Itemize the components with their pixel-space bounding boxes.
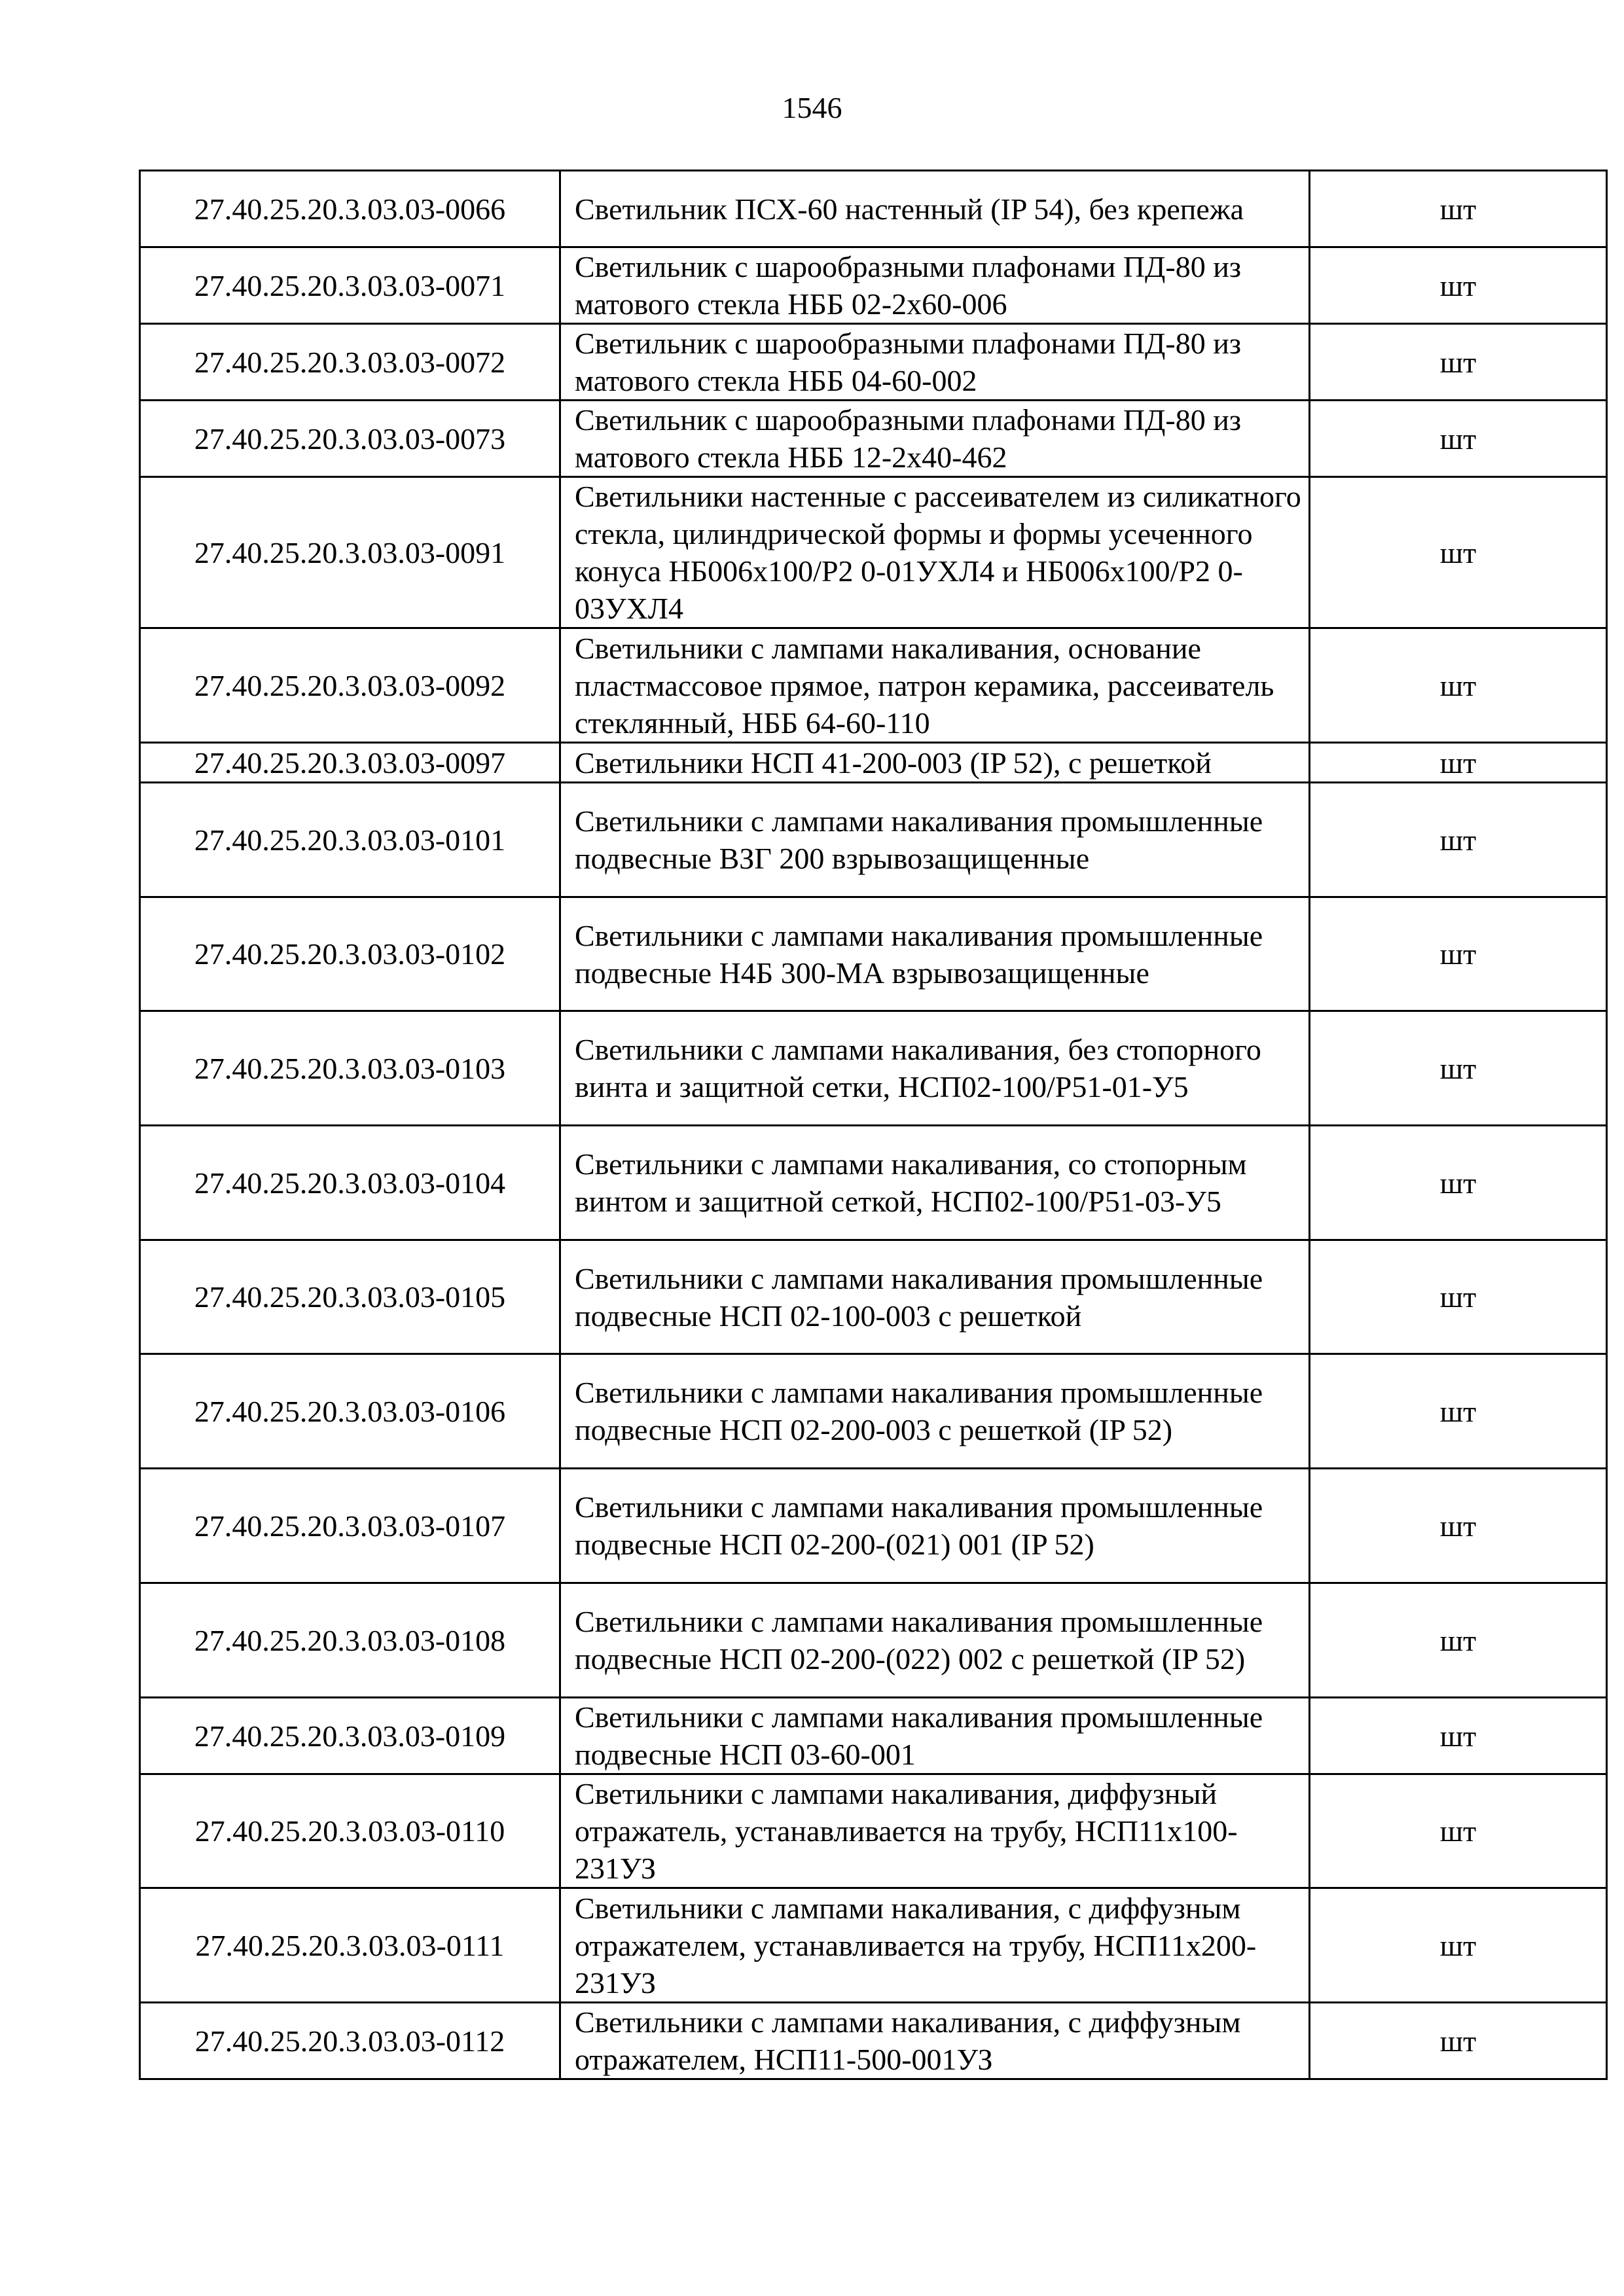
resource-table: [139, 170, 1608, 2080]
table-row: [140, 1011, 1607, 1126]
table-row: [140, 477, 1607, 628]
unit-cell: шт: [1310, 628, 1607, 743]
table-row: [140, 1354, 1607, 1469]
unit-cell: шт: [1310, 1354, 1607, 1469]
code-cell: 27.40.25.20.3.03.03-0107: [140, 1469, 560, 1583]
table-row: [140, 628, 1607, 743]
unit-cell: шт: [1310, 1240, 1607, 1354]
unit-cell: шт: [1310, 324, 1607, 401]
description-cell: Светильник с шарообразными плафонами ПД-80 из матового стекла НББ 02-2х60-006: [560, 247, 1310, 324]
code-cell: 27.40.25.20.3.03.03-0111: [140, 1888, 560, 2003]
description-cell: Светильники с лампами накаливания, диффузный отражатель, устанавливается на трубу, НСП11х100-231УЗ: [560, 1774, 1310, 1888]
table-row: [140, 401, 1607, 477]
description-cell: Светильники с лампами накаливания промышленные подвесные ВЗГ 200 взрывозащищенные: [560, 783, 1310, 897]
table-row: [140, 897, 1607, 1011]
code-cell: 27.40.25.20.3.03.03-0102: [140, 897, 560, 1011]
description-cell: Светильник с шарообразными плафонами ПД-80 из матового стекла НББ 04-60-002: [560, 324, 1310, 401]
description-cell: Светильник ПСХ-60 настенный (IP 54), без крепежа: [560, 171, 1310, 247]
description-cell: Светильники настенные с рассеивателем из силикатного стекла, цилиндрической формы и формы усеченного конуса НБ006х100/Р2 0-01УХЛ4 и НБ006х100/Р2 0-03УХЛ4: [560, 477, 1310, 628]
description-cell: Светильники НСП 41-200-003 (IP 52), с решеткой: [560, 743, 1310, 783]
description-cell: Светильники с лампами накаливания промышленные подвесные Н4Б 300-МА взрывозащищенные: [560, 897, 1310, 1011]
description-cell: Светильники с лампами накаливания, со стопорным винтом и защитной сеткой, НСП02-100/Р51-03-У5: [560, 1126, 1310, 1240]
unit-cell: шт: [1310, 743, 1607, 783]
code-cell: 27.40.25.20.3.03.03-0091: [140, 477, 560, 628]
table-row: [140, 324, 1607, 401]
unit-cell: шт: [1310, 2003, 1607, 2079]
table-body: [140, 171, 1607, 2079]
code-cell: 27.40.25.20.3.03.03-0072: [140, 324, 560, 401]
code-cell: 27.40.25.20.3.03.03-0112: [140, 2003, 560, 2079]
code-cell: 27.40.25.20.3.03.03-0105: [140, 1240, 560, 1354]
code-cell: 27.40.25.20.3.03.03-0103: [140, 1011, 560, 1126]
unit-cell: шт: [1310, 783, 1607, 897]
table-row: [140, 783, 1607, 897]
unit-cell: шт: [1310, 1126, 1607, 1240]
table-row: [140, 1698, 1607, 1774]
table-row: [140, 247, 1607, 324]
description-cell: Светильник с шарообразными плафонами ПД-80 из матового стекла НББ 12-2х40-462: [560, 401, 1310, 477]
code-cell: 27.40.25.20.3.03.03-0071: [140, 247, 560, 324]
unit-cell: шт: [1310, 1583, 1607, 1698]
description-cell: Светильники с лампами накаливания промышленные подвесные НСП 02-200-(022) 002 с решеткой (IP 52): [560, 1583, 1310, 1698]
unit-cell: шт: [1310, 171, 1607, 247]
table-row: [140, 1888, 1607, 2003]
code-cell: 27.40.25.20.3.03.03-0104: [140, 1126, 560, 1240]
unit-cell: шт: [1310, 1011, 1607, 1126]
unit-cell: шт: [1310, 477, 1607, 628]
page-number: 1546: [782, 91, 842, 124]
description-cell: Светильники с лампами накаливания промышленные подвесные НСП 02-100-003 с решеткой: [560, 1240, 1310, 1354]
description-cell: Светильники с лампами накаливания, основание пластмассовое прямое, патрон керамика, рассеиватель стеклянный, НББ 64-60-110: [560, 628, 1310, 743]
code-cell: 27.40.25.20.3.03.03-0108: [140, 1583, 560, 1698]
table-row: [140, 1774, 1607, 1888]
description-cell: Светильники с лампами накаливания, с диффузным отражателем, НСП11-500-001УЗ: [560, 2003, 1310, 2079]
table-row: [140, 743, 1607, 783]
table-row: [140, 1240, 1607, 1354]
unit-cell: шт: [1310, 1774, 1607, 1888]
unit-cell: шт: [1310, 897, 1607, 1011]
code-cell: 27.40.25.20.3.03.03-0101: [140, 783, 560, 897]
unit-cell: шт: [1310, 1469, 1607, 1583]
code-cell: 27.40.25.20.3.03.03-0106: [140, 1354, 560, 1469]
table-row: [140, 171, 1607, 247]
code-cell: 27.40.25.20.3.03.03-0109: [140, 1698, 560, 1774]
description-cell: Светильники с лампами накаливания, с диффузным отражателем, устанавливается на трубу, НСП11х200-231УЗ: [560, 1888, 1310, 2003]
unit-cell: шт: [1310, 1888, 1607, 2003]
code-cell: 27.40.25.20.3.03.03-0073: [140, 401, 560, 477]
description-cell: Светильники с лампами накаливания, без стопорного винта и защитной сетки, НСП02-100/Р51-01-У5: [560, 1011, 1310, 1126]
code-cell: 27.40.25.20.3.03.03-0066: [140, 171, 560, 247]
code-cell: 27.40.25.20.3.03.03-0092: [140, 628, 560, 743]
table-row: [140, 2003, 1607, 2079]
description-cell: Светильники с лампами накаливания промышленные подвесные НСП 03-60-001: [560, 1698, 1310, 1774]
table-row: [140, 1583, 1607, 1698]
table-row: [140, 1126, 1607, 1240]
unit-cell: шт: [1310, 401, 1607, 477]
code-cell: 27.40.25.20.3.03.03-0097: [140, 743, 560, 783]
description-cell: Светильники с лампами накаливания промышленные подвесные НСП 02-200-(021) 001 (IP 52): [560, 1469, 1310, 1583]
description-cell: Светильники с лампами накаливания промышленные подвесные НСП 02-200-003 с решеткой (IP 52): [560, 1354, 1310, 1469]
table-row: [140, 1469, 1607, 1583]
unit-cell: шт: [1310, 247, 1607, 324]
unit-cell: шт: [1310, 1698, 1607, 1774]
code-cell: 27.40.25.20.3.03.03-0110: [140, 1774, 560, 1888]
